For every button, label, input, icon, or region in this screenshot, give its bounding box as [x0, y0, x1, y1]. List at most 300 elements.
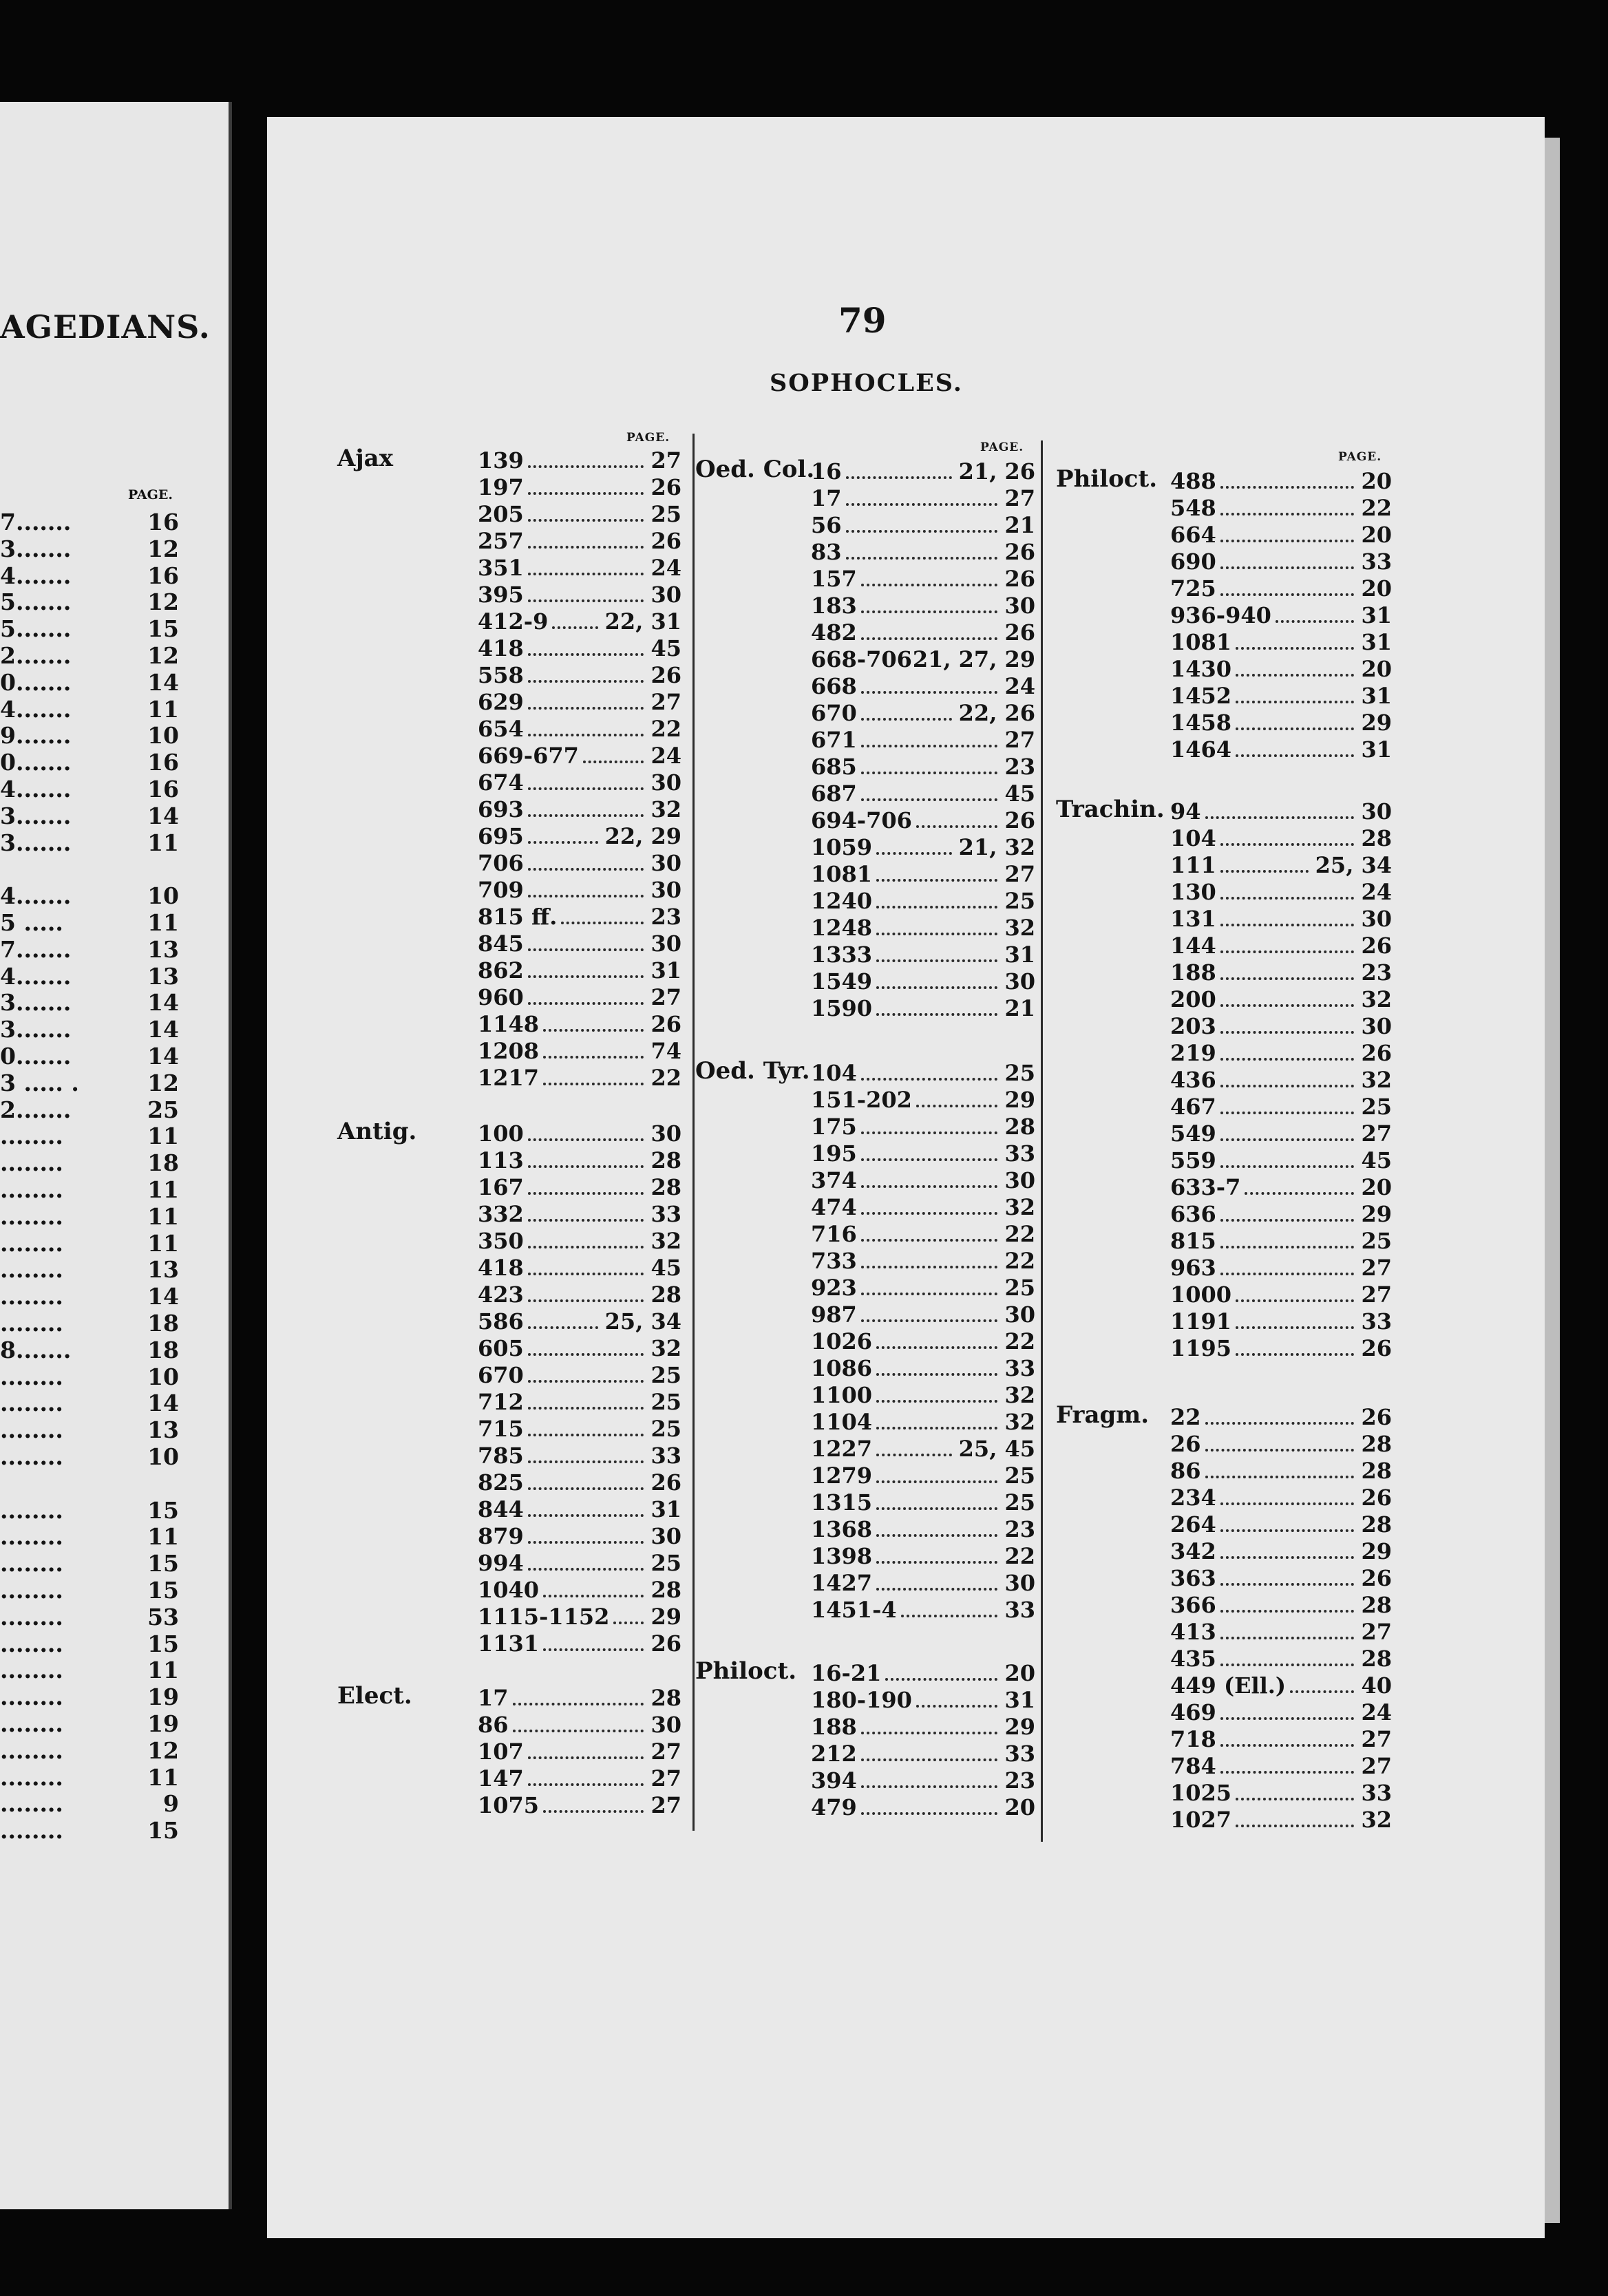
index-entry [1170, 549, 1392, 575]
facing-page-row-text: 8....... [0, 1336, 72, 1363]
dot-leader [1220, 1699, 1354, 1720]
index-entry [811, 1543, 1035, 1569]
facing-page-row-page: 11 [147, 1523, 179, 1551]
line-number: 654 [478, 716, 524, 742]
page-reference: 32 [650, 1335, 681, 1361]
facing-page-row-page: 19 [147, 1710, 179, 1737]
line-number: 479 [811, 1794, 857, 1820]
dot-leader [861, 727, 997, 747]
index-entry [1170, 1067, 1392, 1093]
dot-leader [528, 716, 644, 736]
dot-leader [846, 458, 952, 479]
dot-leader [1220, 1120, 1354, 1141]
page-reference: 33 [1361, 549, 1392, 575]
index-entry [478, 447, 681, 474]
index-entry [811, 1516, 1035, 1542]
page-reference: 26 [650, 528, 681, 554]
facing-page-row-page: 11 [147, 909, 179, 936]
dot-leader [861, 673, 997, 694]
index-entry [811, 861, 1035, 887]
page-reference: 30 [650, 1120, 681, 1147]
dot-leader [861, 1221, 997, 1242]
facing-page-row [0, 509, 184, 535]
facing-page-row-page: 14 [147, 989, 179, 1017]
dot-leader [513, 1712, 644, 1732]
line-number: 197 [478, 474, 524, 500]
dot-leader [1236, 710, 1354, 730]
line-number: 449 (Ell.) [1170, 1672, 1287, 1699]
facing-page-row-page: 12 [147, 588, 179, 616]
line-number: 212 [811, 1741, 857, 1767]
page-reference: 26 [1004, 566, 1035, 592]
page-reference: 30 [1004, 593, 1035, 619]
index-entry [811, 485, 1035, 511]
facing-page-row-page: 14 [147, 1016, 179, 1043]
line-number: 435 [1170, 1646, 1216, 1672]
facing-page-row-text: ........ [0, 1363, 63, 1390]
line-number: 1333 [811, 942, 873, 968]
index-entry [478, 1120, 681, 1147]
page-reference: 24 [1004, 673, 1035, 699]
dot-leader [543, 1065, 644, 1085]
dot-leader [1220, 1538, 1354, 1559]
page-reference: 29 [1361, 710, 1392, 736]
dot-leader [528, 1282, 644, 1302]
line-number: 671 [811, 727, 857, 753]
line-number: 1430 [1170, 656, 1232, 682]
facing-page-row-text: ........ [0, 1550, 63, 1577]
facing-page-row-text: ........ [0, 1577, 63, 1604]
page-reference: 23 [1004, 754, 1035, 780]
line-number: 436 [1170, 1067, 1216, 1093]
play-title: Philoct. [695, 1657, 797, 1685]
facing-page-row-page: 14 [147, 1043, 179, 1070]
dot-leader [528, 1308, 598, 1329]
page-reference: 30 [650, 582, 681, 608]
index-entry [811, 1714, 1035, 1740]
page-reference: 31 [1004, 1687, 1035, 1713]
page-reference: 20 [1361, 656, 1392, 682]
line-number: 130 [1170, 879, 1216, 905]
line-number: 559 [1170, 1147, 1216, 1173]
page-reference: 26 [1361, 1335, 1392, 1361]
line-number: 1590 [811, 995, 873, 1021]
index-entry [478, 1765, 681, 1792]
dot-leader [861, 1167, 997, 1188]
page-reference: 24 [1361, 879, 1392, 905]
dot-leader [1236, 1780, 1354, 1800]
facing-page-row-text: 5....... [0, 615, 72, 643]
facing-page-row-text: 4....... [0, 962, 72, 990]
line-number: 482 [811, 619, 857, 646]
page-reference: 31 [1361, 602, 1392, 628]
line-number: 203 [1170, 1013, 1216, 1039]
dot-leader [861, 1275, 997, 1295]
index-entry [478, 1362, 681, 1388]
page-reference: 25, 45 [958, 1436, 1035, 1462]
index-entry [478, 528, 681, 554]
index-entry [1170, 1431, 1392, 1457]
index-entry [478, 769, 681, 796]
index-entry [811, 1087, 1035, 1113]
page-reference: 28 [1361, 1511, 1392, 1538]
page-reference: 24 [1361, 1699, 1392, 1725]
dot-leader [876, 1543, 997, 1564]
line-number: 879 [478, 1523, 524, 1549]
dot-leader [1220, 1067, 1354, 1087]
line-number: 151-202 [811, 1087, 912, 1113]
facing-page-row [0, 1524, 184, 1550]
facing-page-row-page: 14 [147, 668, 179, 696]
line-number: 733 [811, 1248, 857, 1274]
line-number: 1100 [811, 1382, 873, 1408]
index-entry [811, 700, 1035, 726]
dot-leader [1220, 1511, 1354, 1532]
dot-leader [1220, 1201, 1354, 1222]
index-entry [1170, 522, 1392, 548]
page-reference: 21, 26 [958, 458, 1035, 485]
page-edge [1545, 138, 1560, 2223]
index-entry [1170, 1228, 1392, 1254]
facing-page-row-text: 7....... [0, 935, 72, 963]
page-reference: 22 [1361, 495, 1392, 521]
facing-page-row [0, 964, 184, 990]
dot-leader [528, 501, 644, 522]
facing-page-row [0, 750, 184, 776]
page-reference: 23 [1361, 959, 1392, 986]
index-entry [1170, 736, 1392, 763]
dot-leader [1205, 1404, 1354, 1425]
dot-leader [861, 566, 997, 586]
line-number: 83 [811, 539, 842, 565]
line-number: 180-190 [811, 1687, 912, 1713]
index-entry [478, 1792, 681, 1818]
dot-leader [1220, 468, 1354, 489]
page-reference: 32 [1361, 1067, 1392, 1093]
index-entry [811, 1741, 1035, 1767]
dot-leader [1236, 683, 1354, 703]
facing-page-row-page: 12 [147, 1736, 179, 1764]
index-entry [811, 512, 1035, 538]
page-reference: 25 [1004, 1489, 1035, 1516]
facing-page-row [0, 1284, 184, 1310]
page-reference: 26 [650, 1011, 681, 1037]
facing-page-title-fragment: AGEDIANS. [0, 308, 211, 346]
page-reference: 32 [1004, 915, 1035, 941]
page-reference: 28 [1361, 1458, 1392, 1484]
page-reference: 26 [1361, 933, 1392, 959]
dot-leader [528, 1147, 644, 1168]
index-entry [478, 1496, 681, 1522]
index-entry [811, 888, 1035, 914]
dot-leader [1236, 1282, 1354, 1302]
dot-leader [528, 931, 644, 951]
dot-leader [1220, 495, 1354, 515]
dot-leader [1220, 1094, 1354, 1114]
dot-leader [513, 1685, 644, 1705]
facing-page-row [0, 723, 184, 749]
page-reference: 30 [1004, 1570, 1035, 1596]
facing-page-row-page: 14 [147, 802, 179, 829]
dot-leader [861, 1767, 997, 1788]
index-entry [1170, 1726, 1392, 1752]
dot-leader [528, 796, 644, 817]
page-reference: 23 [1004, 1767, 1035, 1794]
index-entry [811, 1794, 1035, 1820]
index-entry [1170, 1040, 1392, 1066]
page-reference: 29 [650, 1604, 681, 1630]
page-reference: 33 [1361, 1308, 1392, 1335]
page-reference: 30 [650, 769, 681, 796]
dot-leader [528, 1739, 644, 1759]
line-number: 862 [478, 957, 524, 984]
line-number: 219 [1170, 1040, 1216, 1066]
page-reference: 30 [650, 1523, 681, 1549]
line-number: 716 [811, 1221, 857, 1247]
dot-leader [861, 1114, 997, 1134]
index-entry [478, 1282, 681, 1308]
facing-page-row-page: 12 [147, 1069, 179, 1096]
page-reference: 24 [650, 743, 681, 769]
index-entry [811, 619, 1035, 646]
page-reference: 20 [1361, 468, 1392, 494]
facing-page-row [0, 643, 184, 669]
line-number: 1027 [1170, 1807, 1232, 1833]
index-entry [811, 1248, 1035, 1274]
facing-page-row-page: 14 [147, 1390, 179, 1417]
dot-leader [1205, 1431, 1354, 1452]
dot-leader [1220, 825, 1354, 846]
page-reference: 27 [650, 447, 681, 474]
dot-leader [528, 555, 644, 575]
line-number: 718 [1170, 1726, 1216, 1752]
index-entry [1170, 1308, 1392, 1335]
line-number: 685 [811, 754, 857, 780]
facing-page-row-text: 5 ..... [0, 909, 63, 936]
index-entry [1170, 1646, 1392, 1672]
facing-page-row [0, 589, 184, 615]
page-reference: 31 [1361, 683, 1392, 709]
dot-leader [885, 1660, 997, 1681]
line-number: 1458 [1170, 710, 1232, 736]
dot-leader [1220, 1619, 1354, 1639]
index-entry [1170, 1282, 1392, 1308]
facing-page-column-label: PAGE. [128, 487, 173, 502]
dot-leader [1236, 1335, 1354, 1356]
dot-leader [1245, 1174, 1354, 1195]
facing-page-row [0, 1684, 184, 1710]
dot-leader [543, 1630, 644, 1651]
index-entry [478, 1174, 681, 1200]
facing-page-row-page: 9 [163, 1790, 179, 1818]
page-reference: 33 [650, 1201, 681, 1227]
line-number: 1081 [1170, 629, 1232, 655]
page-reference: 28 [1361, 825, 1392, 851]
line-number: 363 [1170, 1565, 1216, 1591]
facing-page-row [0, 1791, 184, 1817]
dot-leader [1236, 656, 1354, 677]
dot-leader [1220, 879, 1354, 900]
dot-leader [528, 689, 644, 710]
facing-page-row-page: 16 [147, 509, 179, 535]
page-reference: 33 [1004, 1355, 1035, 1381]
page-reference: 32 [650, 1228, 681, 1254]
line-number: 1000 [1170, 1282, 1232, 1308]
dot-leader [528, 1765, 644, 1786]
line-number: 1451-4 [811, 1597, 897, 1623]
facing-page-row [0, 1337, 184, 1363]
line-number: 706 [478, 850, 524, 876]
facing-page-row-text: 3....... [0, 535, 72, 562]
dot-leader [528, 474, 644, 495]
index-entry [811, 1409, 1035, 1435]
line-number: 1279 [811, 1463, 873, 1489]
page-number: 79 [838, 300, 887, 341]
dot-leader [876, 1489, 997, 1510]
index-entry [478, 1712, 681, 1738]
line-number: 86 [478, 1712, 509, 1738]
facing-page-row [0, 1577, 184, 1604]
facing-page-row-page: 18 [147, 1310, 179, 1337]
line-number: 1025 [1170, 1780, 1232, 1806]
dot-leader [861, 1060, 997, 1081]
index-entry [1170, 1511, 1392, 1538]
facing-page-row [0, 1417, 184, 1443]
page-column-label: PAGE. [980, 440, 1024, 454]
line-number: 636 [1170, 1201, 1216, 1227]
dot-leader [1220, 1646, 1354, 1666]
dot-leader [876, 834, 952, 855]
dot-leader [846, 539, 997, 560]
page-reference: 33 [1004, 1140, 1035, 1167]
page-reference: 27 [1361, 1619, 1392, 1645]
dot-leader [916, 1687, 997, 1708]
facing-page-row [0, 1364, 184, 1390]
dot-leader [876, 1570, 997, 1591]
index-entry [478, 582, 681, 608]
index-entry [478, 850, 681, 876]
facing-page-row [0, 1551, 184, 1577]
facing-page-row [0, 910, 184, 936]
page-reference: 23 [650, 904, 681, 930]
facing-page-row-page: 11 [147, 1202, 179, 1230]
page-reference: 25 [1004, 888, 1035, 914]
facing-page-row-page: 18 [147, 1149, 179, 1177]
dot-leader [1236, 736, 1354, 757]
index-entry [1170, 1458, 1392, 1484]
line-number: 825 [478, 1469, 524, 1496]
page-reference: 25 [1004, 1275, 1035, 1301]
dot-leader [528, 957, 644, 978]
index-entry [478, 1065, 681, 1091]
dot-leader [876, 915, 997, 935]
dot-leader [1236, 629, 1354, 650]
line-number: 785 [478, 1443, 524, 1469]
facing-page-row-page: 53 [147, 1603, 179, 1630]
page-reference: 21, 32 [958, 834, 1035, 860]
dot-leader [528, 1443, 644, 1463]
page-reference: 23 [1004, 1516, 1035, 1542]
facing-page-row-text: ........ [0, 1736, 63, 1764]
page-reference: 22, 26 [958, 700, 1035, 726]
facing-page-row [0, 1310, 184, 1337]
dot-leader [861, 1248, 997, 1268]
dot-leader [1220, 1726, 1354, 1747]
page-reference: 20 [1361, 575, 1392, 602]
facing-page-row-page: 16 [147, 776, 179, 802]
facing-page-row-text: 4....... [0, 562, 72, 589]
dot-leader [861, 780, 997, 801]
line-number: 586 [478, 1308, 524, 1335]
index-entry [478, 1228, 681, 1254]
index-entry [1170, 1699, 1392, 1725]
index-entry [811, 1194, 1035, 1220]
index-entry [1170, 1619, 1392, 1645]
page-reference: 20 [1004, 1660, 1035, 1686]
dot-leader [528, 1389, 644, 1410]
dot-leader [1220, 575, 1354, 596]
index-entry [1170, 852, 1392, 878]
dot-leader [1220, 1565, 1354, 1586]
facing-page-row-text: ........ [0, 1683, 63, 1711]
facing-page-row [0, 883, 184, 909]
line-number: 394 [811, 1767, 857, 1794]
page-reference: 20 [1361, 1174, 1392, 1200]
page-column-label: PAGE. [1338, 450, 1382, 464]
facing-page-row-page: 13 [147, 935, 179, 963]
line-number: 1115-1152 [478, 1604, 610, 1630]
index-entry [811, 1382, 1035, 1408]
index-entry [478, 1685, 681, 1711]
dot-leader [861, 1301, 997, 1322]
dot-leader [916, 807, 997, 828]
page-reference: 26 [1004, 539, 1035, 565]
index-entry [811, 1328, 1035, 1354]
facing-page-row [0, 776, 184, 802]
dot-leader [861, 1741, 997, 1761]
facing-page-row-text: 0....... [0, 1043, 72, 1070]
line-number: 987 [811, 1301, 857, 1328]
line-number: 1148 [478, 1011, 540, 1037]
facing-page-row-text: 3....... [0, 829, 72, 856]
facing-page-row-text: ........ [0, 1443, 63, 1470]
index-entry [1170, 986, 1392, 1012]
page-reference: 26 [1004, 619, 1035, 646]
line-number: 56 [811, 512, 842, 538]
play-title: Ajax [337, 445, 393, 472]
index-entry [811, 1114, 1035, 1140]
index-entry [1170, 495, 1392, 521]
line-number: 1315 [811, 1489, 873, 1516]
index-entry [1170, 825, 1392, 851]
index-entry [1170, 1672, 1392, 1699]
index-entry [1170, 1565, 1392, 1591]
facing-page-row-text: 0....... [0, 668, 72, 696]
facing-page-row-page: 16 [147, 562, 179, 589]
facing-page-row-text: ........ [0, 1817, 63, 1845]
line-number: 264 [1170, 1511, 1216, 1538]
facing-page-row-page: 11 [147, 829, 179, 856]
line-number: 784 [1170, 1753, 1216, 1779]
page-reference: 27 [1361, 1726, 1392, 1752]
dot-leader [1290, 1672, 1354, 1693]
page-reference: 29 [1361, 1201, 1392, 1227]
index-entry [478, 474, 681, 500]
page-reference: 28 [650, 1147, 681, 1173]
index-entry [811, 458, 1035, 485]
page-reference: 26 [1361, 1485, 1392, 1511]
page-reference: 25 [1004, 1463, 1035, 1489]
